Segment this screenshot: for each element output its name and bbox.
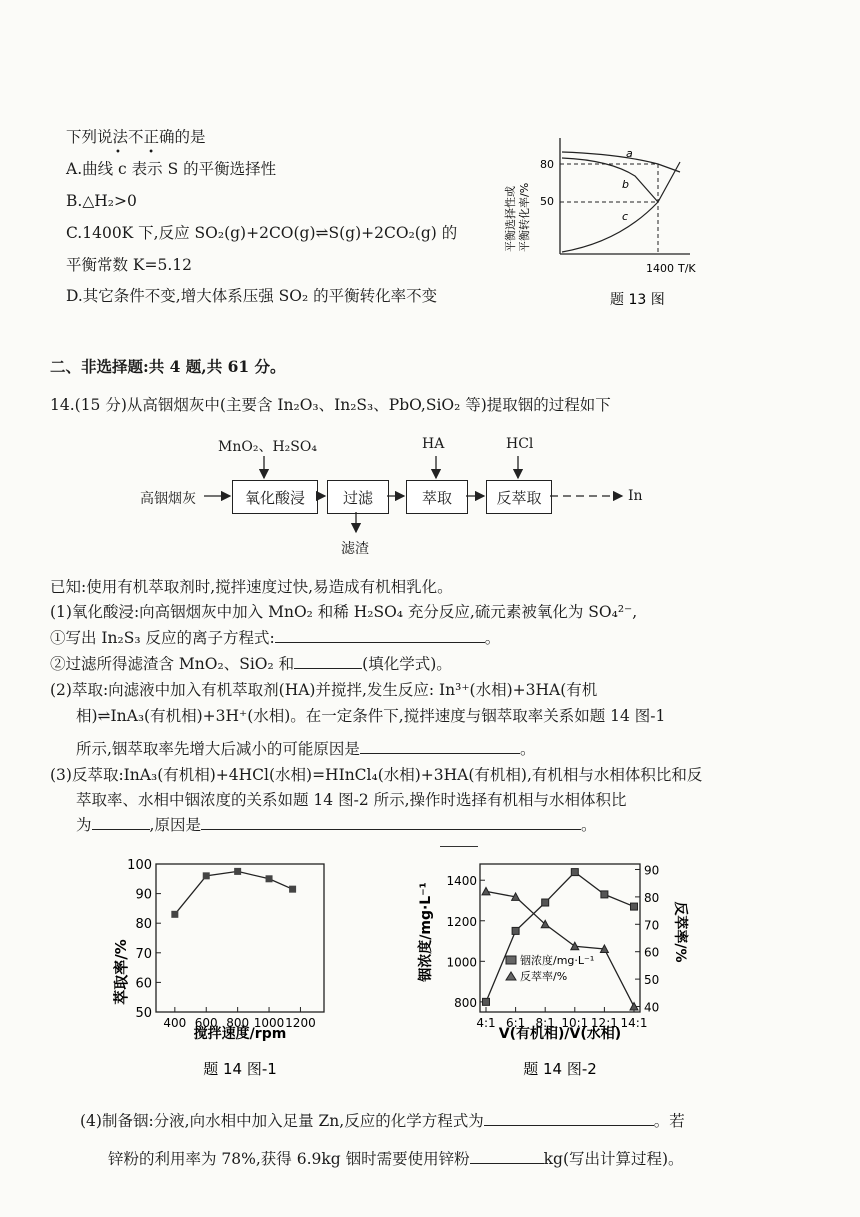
legend-label-2: 反萃率/%: [520, 970, 568, 983]
chart2-xtick-label: 4:1: [476, 1016, 496, 1030]
chart-14-2: [410, 852, 710, 1084]
flow-box-1-label: 氧化酸浸: [244, 488, 305, 507]
chart1-point: [203, 872, 210, 879]
answer-blank-4b[interactable]: [470, 1149, 544, 1164]
period-3: 。: [580, 816, 597, 834]
chart2-point-square: [571, 869, 578, 876]
q14-part3-text-a: 为: [76, 816, 92, 834]
chart2-point-square: [512, 927, 519, 934]
q14-part4-text2: 锌粉的利用率为 78%,获得 6.9kg 铟时需要使用锌粉: [108, 1150, 470, 1168]
q14-known: 已知:使用有机萃取剂时,搅拌速度过快,易造成有机相乳化。: [50, 578, 453, 596]
chart1-ytick-label: 60: [135, 976, 152, 992]
answer-blank-1b[interactable]: [294, 654, 362, 669]
q14-part4-text: (4)制备铟:分液,向水相中加入足量 Zn,反应的化学方程式为: [80, 1112, 484, 1130]
q14-part1b-text: ②过滤所得滤渣含 MnO₂、SiO₂ 和: [50, 655, 295, 673]
q14-part2-line1: (2)萃取:向滤液中加入有机萃取剂(HA)并搅拌,发生反应: In³⁺(水相)+3HA(有机: [50, 681, 598, 699]
answer-blank-3a[interactable]: [92, 815, 150, 830]
q14-title: 14.(15 分)从高铟烟灰中(主要含 In₂O₃、In₂S₃、PbO,SiO₂ 等)提取铟的过程如下: [50, 396, 611, 414]
chart2-ytick-right-label: 90: [644, 863, 660, 878]
chart1-series-line: [175, 871, 293, 914]
chart1-xtick-label: 800: [226, 1016, 250, 1030]
chart2-ytick-right-label: 70: [644, 918, 660, 933]
q13-option-c-line1: C.1400K 下,反应 SO₂(g)+2CO(g)⇌S(g)+2CO₂(g) 的: [66, 224, 458, 242]
q14-part4-line1: [80, 1110, 685, 1132]
chart2-xtick-label: 6:1: [505, 1016, 526, 1030]
q13-tick-80: 80: [540, 158, 554, 171]
chart2-ytick-left-label: 1400: [446, 874, 477, 889]
chart2-ytick-right-label: 40: [644, 1000, 660, 1015]
chart2-ytick-left-label: 1000: [446, 955, 477, 970]
chart2-ylabel-left: [417, 882, 434, 982]
chart2-ytick-right-label: 50: [644, 973, 660, 988]
chart1-point: [234, 868, 241, 875]
chart-14-1: [100, 852, 340, 1084]
chart2-ylabel-right-text: 反萃率/%: [672, 901, 688, 963]
chart2-point-triangle: [482, 887, 490, 895]
chart1-xlabel: 搅拌速度/rpm: [193, 1026, 287, 1042]
chart2-ylabel-right: [672, 901, 689, 962]
legend-square-marker: [506, 956, 516, 964]
chart2-point-square: [601, 891, 608, 898]
q14-part4-tail2: kg(写出计算过程)。: [543, 1150, 684, 1168]
q13-option-d: D.其它条件不变,增大体系压强 SO₂ 的平衡转化率不变: [66, 287, 438, 305]
q14-part1b-tail: (填化学式)。: [362, 655, 452, 673]
q14-part1b: [50, 653, 452, 675]
period-2: 。: [519, 740, 536, 758]
legend-triangle-marker: [506, 972, 516, 980]
q13-option-a: A.曲线 c 表示 S 的平衡选择性: [66, 160, 277, 178]
flow-residue: 滤渣: [341, 541, 369, 557]
flow-arrows: [0, 0, 860, 560]
answer-blank-1a[interactable]: [275, 628, 485, 643]
chart1-ytick-label: 90: [135, 887, 152, 903]
section-2-heading: 二、非选择题:共 4 题,共 61 分。: [50, 357, 286, 376]
q13-label-b: b: [622, 178, 629, 191]
q13-label-a: a: [626, 147, 633, 160]
chart2-xtick-label: 10:1: [561, 1016, 589, 1030]
q13-caption: 题 13 图: [610, 292, 665, 308]
chart1-point: [289, 886, 296, 893]
q13-tick-1400: 1400: [646, 262, 674, 275]
chart2-ytick-right-label: 60: [644, 945, 660, 960]
chart1-ytick-label: 80: [135, 917, 152, 933]
chart2-ytick-left-label: 800: [454, 995, 477, 1010]
chart2-point-square: [631, 903, 638, 910]
legend-label-1: 铟浓度/mg·L⁻¹: [520, 954, 595, 967]
flow-box-3-label: 萃取: [421, 488, 452, 507]
chart1-point: [171, 911, 178, 918]
q14-part2-text: 所示,铟萃取率先增大后减小的可能原因是: [76, 740, 360, 758]
divider-line: [440, 846, 478, 847]
flow-box-4-label: 反萃取: [496, 488, 542, 507]
q14-part3-text-b: ,原因是: [149, 816, 201, 834]
chart2-point-square: [542, 899, 549, 906]
q13-label-c: c: [622, 210, 629, 223]
flow-start: 高铟烟灰: [140, 491, 196, 507]
q13-stem: 下列说法不正确的是: [66, 128, 206, 146]
q13-tick-50: 50: [540, 195, 554, 208]
q13-ylabel1: 平衡选择性或: [504, 186, 517, 252]
chart1-xtick-label: 1000: [253, 1016, 285, 1030]
chart2-xtick-label: 12:1: [590, 1016, 618, 1030]
q13-x-unit: T/K: [678, 262, 696, 275]
q14-part3-line3: [76, 814, 596, 836]
chart2-xlabel: V(有机相)/V(水相): [498, 1026, 622, 1042]
answer-blank-4a[interactable]: [484, 1111, 654, 1126]
chart1-ytick-label: 70: [135, 946, 152, 962]
chart2-frame: [480, 864, 640, 1012]
flow-box-2-label: 过滤: [342, 488, 373, 507]
answer-blank-3b[interactable]: [201, 815, 581, 830]
emphasis-dots: • •: [115, 147, 166, 158]
q14-part1: (1)氧化酸浸:向高铟烟灰中加入 MnO₂ 和稀 H₂SO₄ 充分反应,硫元素被氧化为 SO₄²⁻,: [50, 603, 638, 621]
chart1-xtick-label: 600: [194, 1016, 218, 1030]
chart1-ytick-label: 50: [135, 1006, 152, 1021]
flow-reagent-3: HCl: [506, 436, 534, 452]
flow-end: In: [628, 488, 643, 504]
chart2-ytick-right-label: 80: [644, 890, 660, 905]
q14-part1a: [50, 627, 500, 649]
chart2-legend: [506, 953, 594, 983]
q14-part2-line2: 相)⇌InA₃(有机相)+3H⁺(水相)。在一定条件下,搅拌速度与铟萃取率关系如题 14 图-1: [76, 707, 666, 725]
q14-part2-line3: [76, 738, 535, 760]
answer-blank-2[interactable]: [360, 739, 520, 754]
chart1-caption: 题 14 图-1: [203, 1060, 277, 1078]
flow-reagent-1: MnO₂、H₂SO₄: [218, 439, 317, 455]
q14-part4-line2: [108, 1148, 684, 1170]
q14-part3-line1: (3)反萃取:InA₃(有机相)+4HCl(水相)=HInCl₄(水相)+3HA(有机相),有机相与水相体积比和反: [50, 766, 703, 784]
q14-part1a-text: ①写出 In₂S₃ 反应的离子方程式:: [50, 629, 275, 647]
flow-reagent-2: HA: [422, 436, 445, 452]
chart2-xtick-label: 8:1: [535, 1016, 555, 1030]
chart1-ylabel-text: 萃取率/%: [112, 939, 130, 1005]
chart2-ylabel-left-text: 铟浓度/mg·L⁻¹: [418, 882, 434, 982]
chart2-ytick-left-label: 1200: [446, 914, 477, 929]
q13-ylabel2: 平衡转化率/%: [518, 182, 531, 252]
period-1: 。: [484, 629, 501, 647]
chart2-caption: 题 14 图-2: [523, 1060, 597, 1078]
chart1-ylabel: [112, 939, 130, 1005]
q14-part3-line2: 萃取率、水相中铟浓度的关系如题 14 图-2 所示,操作时选择有机相与水相体积比: [76, 791, 627, 809]
chart1-point: [266, 875, 273, 882]
chart2-xtick-label: 14:1: [620, 1016, 648, 1030]
chart2-point-square: [483, 998, 490, 1005]
chart1-xtick-label: 1200: [285, 1016, 316, 1030]
q14-part4-tail: 。若: [653, 1112, 685, 1130]
q13-option-b: B.△H₂>0: [66, 192, 137, 210]
chart1-xtick-label: 400: [163, 1016, 187, 1030]
chart1-ytick-label: 100: [127, 858, 152, 873]
q13-option-c-line2: 平衡常数 K=5.12: [66, 256, 193, 274]
chart1-frame: [156, 864, 324, 1012]
